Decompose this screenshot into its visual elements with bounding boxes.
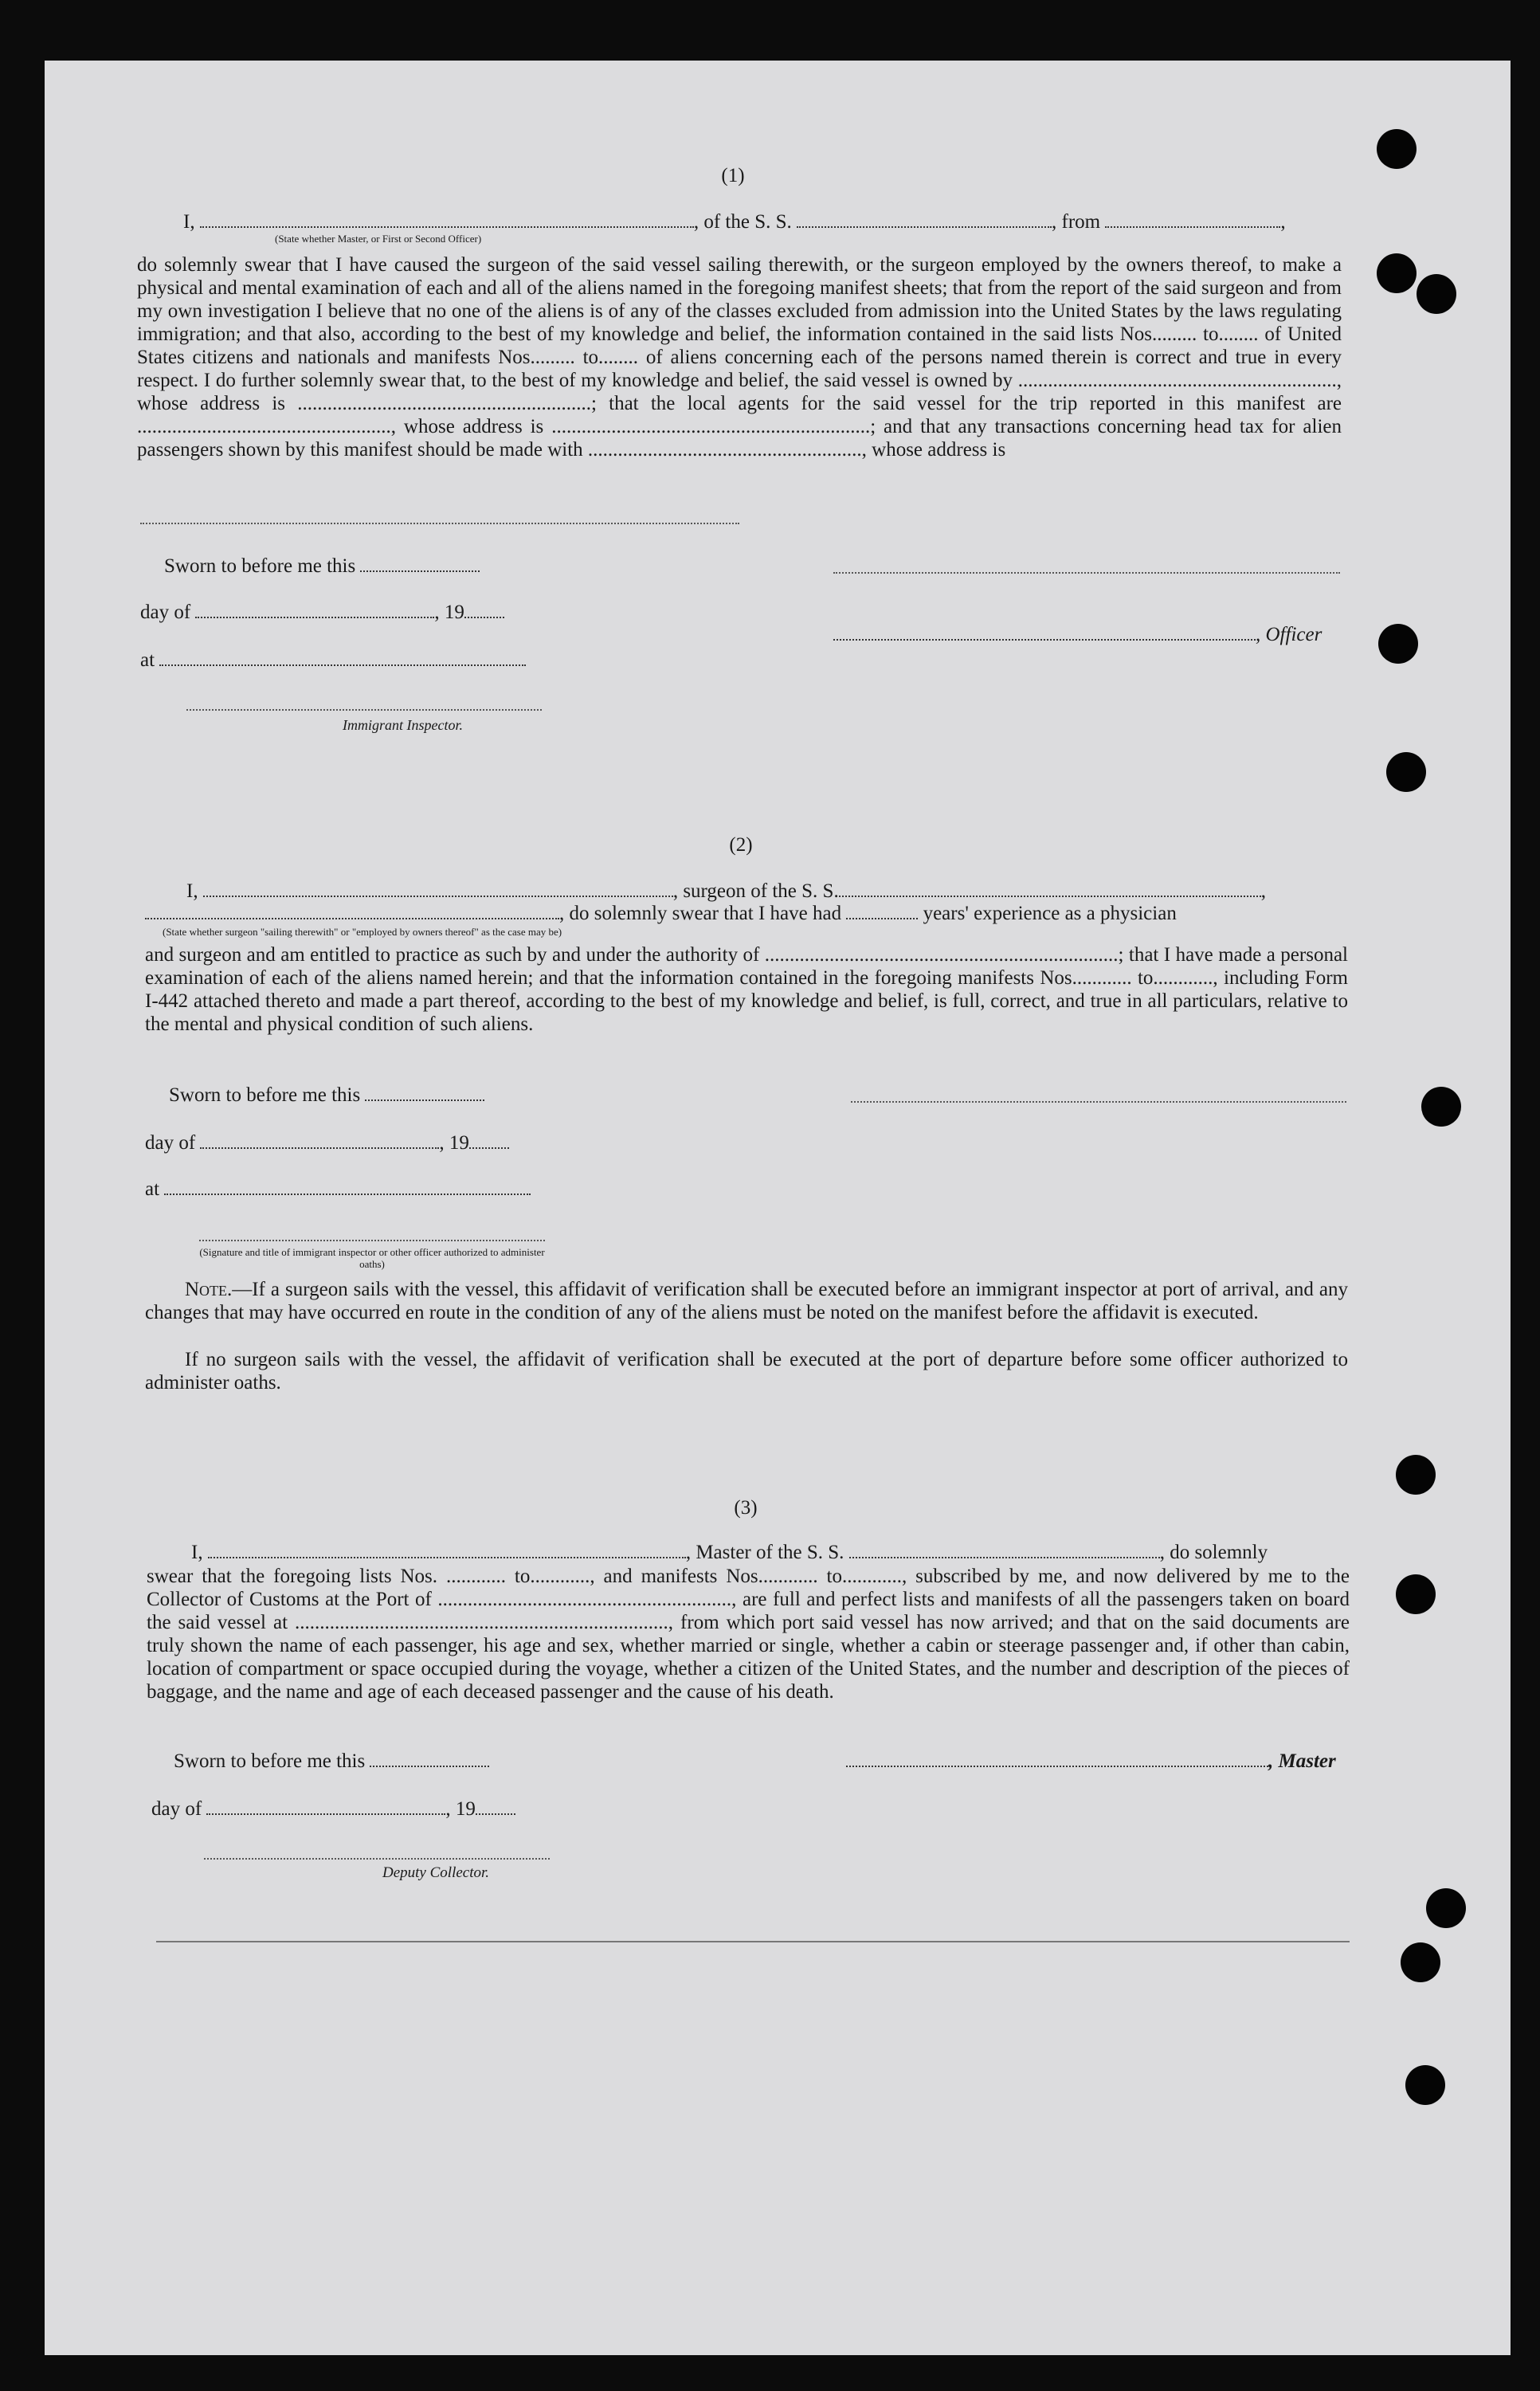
day-field[interactable] [195,601,434,618]
officer-line: , Officer [833,623,1343,646]
at-line-2: at [145,1178,559,1201]
year-field-2[interactable] [469,1131,509,1149]
at-line: at [140,649,554,672]
section-3-number: (3) [734,1497,758,1519]
binder-hole [1396,1455,1436,1495]
day-of-line: day of , 19 [140,601,554,624]
collector-signature-line[interactable] [204,1858,550,1860]
section-2-note: (State whether surgeon "sailing therewith" or "employed by owners thereof" as the case may be) [163,926,562,938]
surgeon-vessel-field[interactable] [839,880,1261,897]
binder-hole [1417,274,1456,314]
master-vessel-field[interactable] [849,1541,1160,1558]
years-field[interactable] [846,902,918,919]
section-2-paragraph: and surgeon and am entitled to practice as such by and under the authority of .......................................................................; that I have made a personal examination of each of the aliens named herein; and that the information contained in the foregoing manifests Nos............ to............, including Form I-442 attached thereto and made a part thereof, according to the best of my knowledge and belief, is full, correct, and true in all particulars, relative to the mental and physical condition of such aliens. [145,944,1348,1035]
signature-title-note: (Signature and title of immigrant inspector or other officer authorized to administer oaths) [199,1246,545,1270]
officer-signature-field[interactable] [833,623,1256,641]
master-signature-line: , Master [846,1750,1353,1773]
surgeon-name-field[interactable] [203,880,673,897]
binder-hole [1426,1888,1466,1928]
binder-hole [1421,1087,1461,1127]
section-2-second-line: , do solemnly swear that I have had years' experience as a physician [145,902,1348,925]
section-2-first-line: I, , surgeon of the S. S. , [186,880,1266,902]
binder-hole [1401,1942,1440,1982]
surgeon-signature-line[interactable] [851,1101,1346,1103]
affidavit-note: Note.—If a surgeon sails with the vessel, this affidavit of verification shall be executed before an immigrant inspector at port of arrival, and any changes that may have occurred en route in the condition of any of the aliens must be noted on the manifest before the affidavit is executed. [145,1279,1348,1323]
deputy-collector-label: Deputy Collector. [382,1864,490,1881]
day-of-line-2: day of , 19 [145,1131,559,1154]
i-label: I, [183,211,195,233]
sworn-line-3: Sworn to before me this [174,1750,556,1773]
section-1-note: (State whether Master, or First or Second Officer) [275,233,482,245]
inspector-signature-line[interactable] [186,709,542,711]
bottom-rule [156,1941,1350,1942]
sworn-date-field-2[interactable] [365,1084,484,1101]
binder-hole [1377,253,1417,293]
immigrant-inspector-label: Immigrant Inspector. [343,717,463,733]
place-field[interactable] [159,649,526,666]
officer-signature-line[interactable] [833,572,1340,574]
section-1-first-line: I, , of the S. S. , from , [183,211,1286,233]
sworn-date-field-3[interactable] [370,1750,489,1767]
address-line[interactable] [140,523,739,524]
surgeon-status-field[interactable] [145,902,559,919]
sworn-date-field[interactable] [360,555,480,572]
binder-hole [1386,752,1426,792]
day-field-2[interactable] [200,1131,439,1149]
binder-hole [1378,624,1418,664]
section-2-number: (2) [729,834,753,856]
year-field[interactable] [464,601,504,618]
master-signature-field[interactable] [846,1750,1268,1767]
master-name-field[interactable] [208,1541,686,1558]
officer-name-field[interactable] [200,210,694,228]
section-3-first-line: I, , Master of the S. S. , do solemnly [191,1542,1268,1563]
binder-hole [1377,129,1417,169]
day-of-line-3: day of , 19 [151,1797,566,1821]
section-1-number: (1) [721,165,745,186]
place-field-2[interactable] [164,1178,531,1195]
section-3-paragraph: swear that the foregoing lists Nos. ............ to............, and manifests Nos............ to............, subscribed by me, and now delivered by me to the Collector of Customs at the Port of ..........................................................., are full and perfect lists and manifests of all the passengers taken on board the said vessel at ..........................................................................., from which port said vessel has now arrived; and that on the said documents are truly shown the name of each passenger, his age and sex, whether married or single, whether a cabin or steerage passenger and, if other than cabin, location of compartment or space occupied during the voyage, whether a citizen of the United States, and the number and description of the pieces of baggage, and the name and age of each deceased passenger and the cause of his death. [147,1566,1350,1703]
section-1-paragraph: do solemnly swear that I have caused the surgeon of the said vessel sailing therewith, or the surgeon employed by the owners thereof, to make a physical and mental examination of each and all of the aliens named in the foregoing manifest sheets; that from the report of the said surgeon and from my own investigation I believe that no one of the aliens is of any of the classes excluded from admission into the United States by the laws regulating immigration; and that also, according to the best of my knowledge and belief, the information contained in the said lists Nos......... to........ of United States citizens and nationals and manifests Nos......... to........ of aliens concerning each of the persons named therein is correct and true in every respect. I do further solemnly swear that, to the best of my knowledge and belief, the said vessel is owned by ................................................................, whose address is ...........................................................; that the local agents for the said vessel for the trip reported in this manifest are ..................................................., whose address is ................................................................; and that any transactions concerning head tax for alien passengers shown by this manifest should be made with ......................................................., whose address is [137,254,1342,461]
affidavit-note-2: If no surgeon sails with the vessel, the affidavit of verification shall be executed at the port of departure before some officer authorized to administer oaths. [145,1349,1348,1393]
sworn-line-2: Sworn to before me this [169,1084,551,1107]
departure-port-field[interactable] [1105,210,1280,228]
inspector-signature-line-2[interactable] [199,1240,545,1241]
year-field-3[interactable] [476,1797,515,1815]
day-field-3[interactable] [206,1797,445,1815]
binder-hole [1405,2065,1445,2105]
sworn-line: Sworn to before me this [164,555,547,578]
vessel-name-field[interactable] [797,210,1052,228]
binder-hole [1396,1574,1436,1614]
